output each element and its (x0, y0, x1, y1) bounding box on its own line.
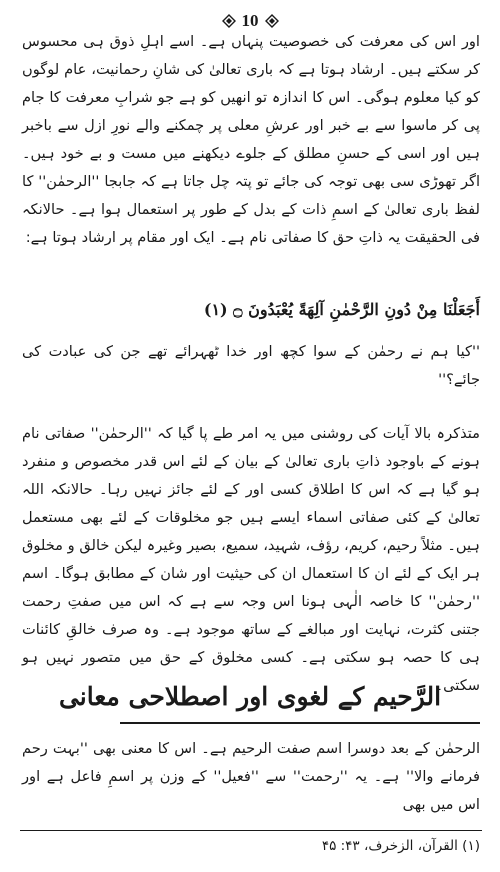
quran-verse: أَجَعَلْنَا مِنْ دُونِ الرَّحْمٰنِ آلِهَةً يُعْبَدُونَ ۝ (۱) (203, 300, 480, 319)
heading-underline (120, 722, 480, 724)
paragraph-1: اور اس کی معرفت کی خصوصیت پنہاں ہے۔ اسے اہلِ ذوق ہی محسوس کر سکتے ہیں۔ ارشاد ہوتا ہے کہ باری تعالیٰ کی شانِ رحمانیت، عام لوگوں کو کیا معلوم ہوگی۔ اس کا اندازہ تو انھیں کو ہے جو شرابِ معرفت کا جام پی کر ماسوا سے بے خبر اور عرشِ معلی پر چمکنے والے نورِ ازل سے باخبر ہیں اور اسی کے حسنِ مطلق کے جلوے دیکھنے میں مست و بے خود ہیں۔ اگر تھوڑی سی بھی توجہ کی جائے تو پتہ چل جاتا ہے کہ جابجا ''الرحمٰن'' کا لفظ باری تعالیٰ کے اسمِ ذات کے بدل کے طور پر استعمال ہوا ہے۔ حالانکہ فی الحقیقت یہ ذاتِ حق کا صفاتی نام ہے۔ ایک اور مقام پر ارشاد ہوتا ہے: (22, 33, 480, 246)
footnote-divider (20, 830, 482, 831)
diamond-ornament-icon (222, 14, 236, 28)
footnote: (۱) القرآن، الزخرف، ۴۳: ۴۵ (321, 838, 480, 854)
section-heading: الرَّحیم کے لغوی اور اصطلاحی معانی (58, 682, 442, 711)
diamond-ornament-icon (265, 14, 279, 28)
verse-translation: ''کیا ہم نے رحمٰن کے سوا کچھ اور خدا ٹھہرائے تھے جن کی عبادت کی جائے؟'' (22, 343, 480, 388)
paragraph-2: متذکرہ بالا آیات کی روشنی میں یہ امر طے پا گیا کہ ''الرحمٰن'' صفاتی نام ہونے کے باوجود ذاتِ باری تعالیٰ کے بیان کے لئے اس قدر مخصوص و منفرد ہو گیا ہے کہ اس کا اطلاق کسی اور کے لئے جائز نہیں رہا۔ حالانکہ اللہ تعالیٰ کے کئی صفاتی اسماء ایسے ہیں جو مخلوقات کے لئے بھی مستعمل ہیں۔ مثلاً رحیم، کریم، رؤف، شہید، سمیع، بصیر وغیرہ لیکن خالق و مخلوق ہر ایک کے لئے ان کا استعمال ان کی حیثیت اور شان کے مطابق ہوگا۔ اسم ''رحمٰن'' کا خاصہ الٰہی ہونا اس وجہ سے ہے کہ اس میں صفتِ رحمت جتنی کثرت، نہایت اور مبالغے کے ساتھ موجود ہے۔ وہ صرف خالقِ کائنات ہی کا حصہ ہو سکتی ہے۔ کسی مخلوق کے حق میں متصور نہیں ہو سکتی۔ (22, 425, 480, 694)
page-number: 10 (241, 11, 259, 30)
paragraph-3: الرحمٰن کے بعد دوسرا اسم صفت الرحیم ہے۔ اس کا معنی بھی ''بہت رحم فرمانے والا'' ہے۔ یہ ''رحمت'' سے ''فعیل'' کے وزن پر اسمِ فاعل ہے اور اس میں بھی (22, 740, 480, 813)
